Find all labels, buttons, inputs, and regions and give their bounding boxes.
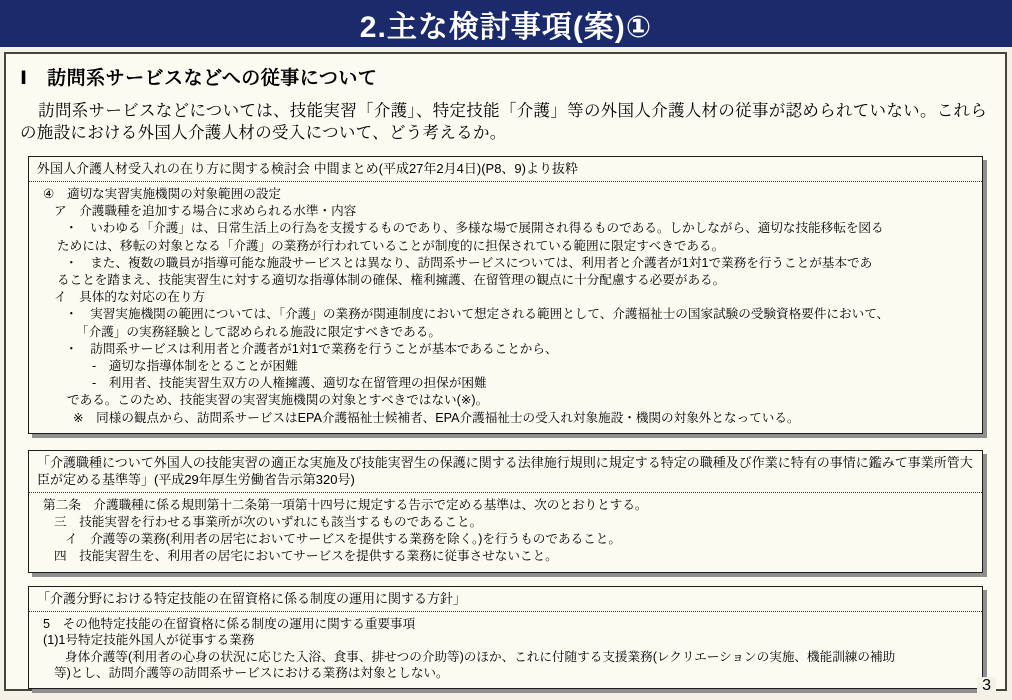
section-heading: Ⅰ 訪問系サービスなどへの従事について [20,68,378,89]
box-line: である。このため、技能実習の実習実施機関の対象とすべきではない(※)。 [67,393,489,408]
box-line: 身体介護等(利用者の心身の状況に応じた入浴、食事、排せつの介助等)のほか、これに付随する支援業務(レクリエーションの実施、機能訓練の補助 [65,649,896,664]
box-line: ※ 同様の観点から、訪問系サービスはEPA介護福祉士候補者、EPA介護福祉士の受入れ対象施設・機関の対象外となっている。 [73,410,800,425]
title-banner [0,0,1012,47]
box-line: 「介護」の実務経験として認められる施設に限定すべきである。 [76,324,441,339]
box-line: 三 技能実習を行わせる事業所が次のいずれにも該当するものであること。 [54,514,483,529]
box-line: 第二条 介護職種に係る規則第十二条第一項第十四号に規定する告示で定める基準は、次のとおりとする。 [43,497,648,512]
box-body [29,612,982,688]
section-lead: 訪問系サービスなどについては、技能実習「介護」、特定技能「介護」等の外国人介護人材の従事が認められていない。これらの施設における外国人介護人材の受入について、どう考えるか。 [20,102,988,142]
box-line: - 適切な指導体制をとることが困難 [92,358,298,373]
box-line: ・ 訪問系サービスは利用者と介護者が1対1で業務を行うことが基本であることから、 [65,341,558,356]
box-line: - 利用者、技能実習生双方の人権擁護、適切な在留管理の担保が困難 [92,376,487,391]
box-line: 四 技能実習生を、利用者の居宅においてサービスを提供する業務に従事させないこと。 [54,549,558,564]
box-line: ア 介護職種を追加する場合に求められる水準・内容 [54,204,357,219]
page-number: 3 [977,677,996,695]
excerpt-box-ministry-notice [28,450,983,573]
excerpt-box-interim-report [28,156,983,434]
box-header: 「介護分野における特定技能の在留資格に係る制度の運用に関する方針」 [29,587,982,612]
page-title: 2.主な検討事項(案)① [359,10,653,44]
box-header: 外国人介護人材受入れの在り方に関する検討会 中間まとめ(平成27年2月4日)(P8、9)より抜粋 [29,157,982,182]
box-line: (1)1号特定技能外国人が従事する業務 [43,633,255,648]
box-line: ためには、移転の対象となる「介護」の業務が行われていることが制度的に担保されている範囲に限定すべきである。 [57,238,725,253]
box-header: 「介護職種について外国人の技能実習の適正な実施及び技能実習生の保護に関する法律施行規則に規定する特定の職種及び作業に特有の事情に鑑みて事業所管大臣が定める基準等」(平成29年厚生労働省告示第320号) [29,451,982,493]
box-body [29,182,982,433]
box-line: ・ 実習実施機関の範囲については、「介護」の業務が関連制度において想定される範囲として、介護福祉士の国家試験の受験資格要件において、 [65,307,890,322]
box-line: ・ また、複数の職員が指導可能な施設サービスとは異なり、訪問系サービスについては、利用者と介護者が1対1で業務を行うことが基本であ [65,255,873,270]
box-line: 5 その他特定技能の在留資格に係る制度の運用に関する重要事項 [43,616,416,631]
box-line: ることを踏まえ、技能実習生に対する適切な指導体制の確保、権利擁護、在留管理の観点に十分配慮する必要がある。 [57,272,726,287]
box-line: ・ いわゆる「介護」は、日常生活上の行為を支援するものであり、多様な場で展開され得るものである。しかしながら、適切な技能移転を図る [65,221,884,236]
excerpt-box-operation-policy [28,586,983,689]
box-body [29,493,982,572]
box-line: イ 具体的な対応の在り方 [54,290,206,305]
box-line: ④ 適切な実習実施機関の対象範囲の設定 [43,186,281,201]
box-line: イ 介護等の業務(利用者の居宅においてサービスを提供する業務を除く。)を行うものであること。 [65,532,621,547]
box-line: 等)とし、訪問介護等の訪問系サービスにおける業務は対象としない。 [54,666,449,681]
